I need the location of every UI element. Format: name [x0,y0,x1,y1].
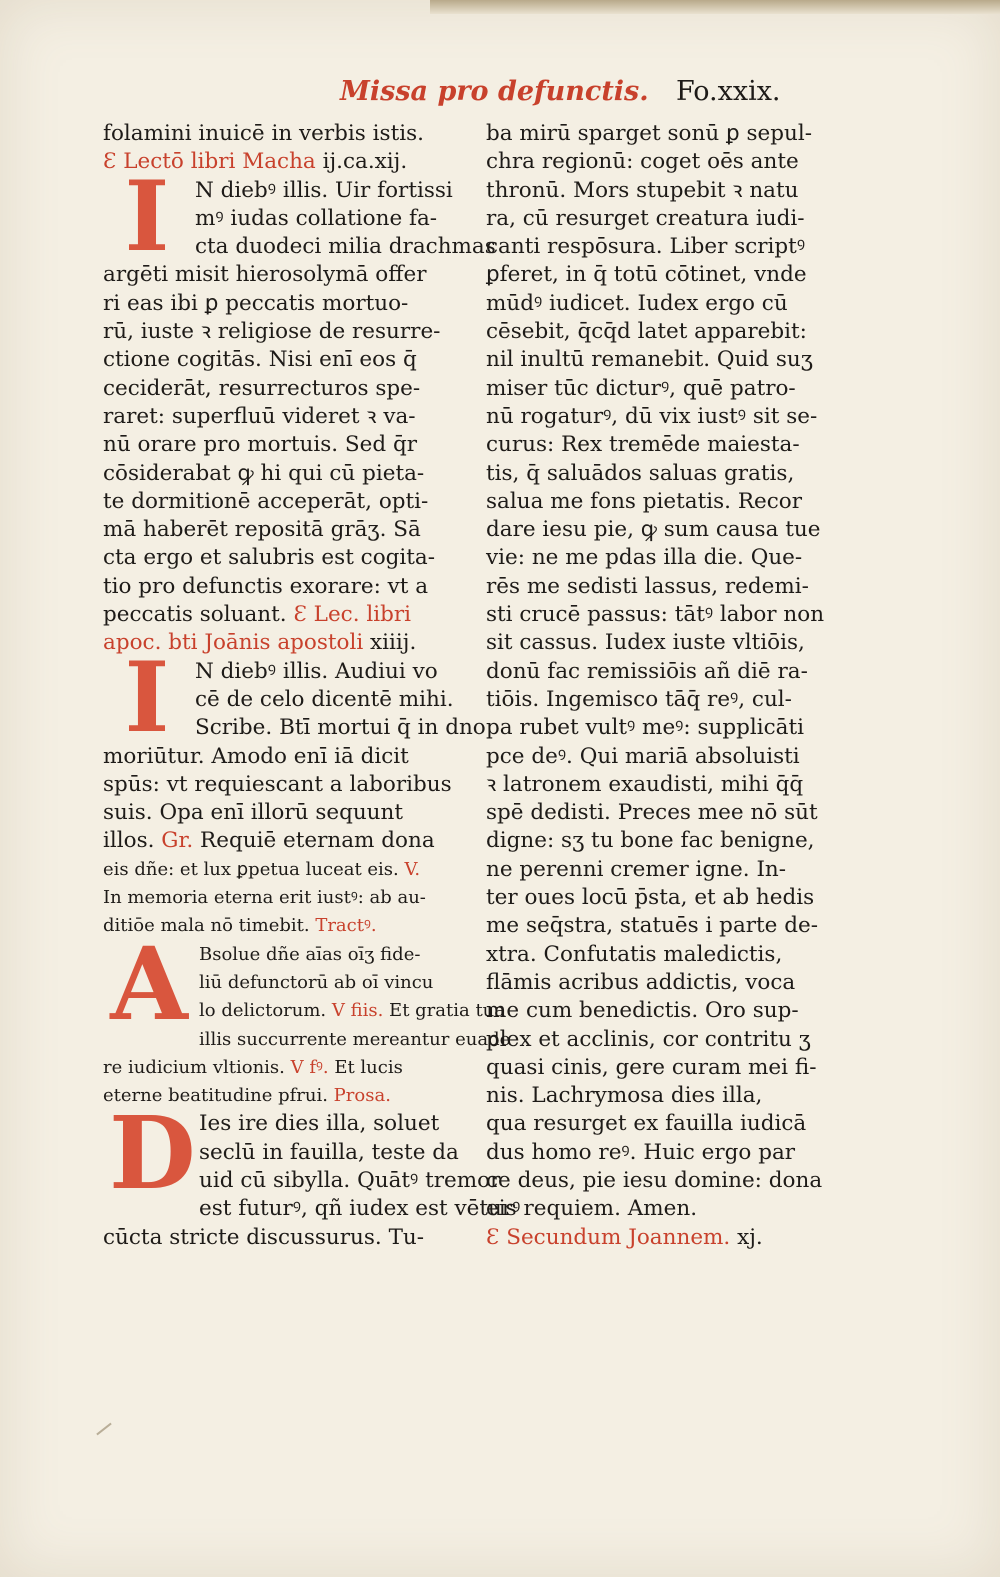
text-line [103,1054,481,1082]
text-line [486,601,864,629]
drop-initial: D [109,1094,196,1213]
body-text: Ies ire dies illa, soluet [199,1111,440,1137]
text-line [103,460,481,488]
text-line [103,261,481,289]
body-text: peccatis soluant. [103,602,294,628]
text-line [486,714,864,742]
text-line [103,403,481,431]
text-line [486,1167,864,1195]
text-line [103,856,481,884]
text-line [486,318,864,346]
text-line [486,233,864,261]
body-text: nū rogaturꝰ, dū vix iustꝰ sit se- [486,403,818,429]
text-line [486,346,864,374]
body-text: te dormitionē acceperāt, opti- [103,488,429,514]
body-text: cta duodeci milia drachmas [195,234,496,260]
page-header [0,72,1000,112]
text-line [486,1224,864,1252]
body-text: ri eas ibi ꝑ peccatis mortuo- [103,290,409,316]
body-text: ꝛ latronem exaudisti, mihi q̄q̄ [486,771,804,797]
rubric-text: V fiis. [331,1000,384,1022]
text-line [103,318,481,346]
body-text: me cum benedictis. Oro sup- [486,998,799,1024]
rubric-text: Gr. [161,828,194,854]
text-line [486,771,864,799]
text-line [486,799,864,827]
drop-initial: A [110,924,188,1043]
text-line [103,516,481,544]
body-text: Scribe. Btī mortui q̄ in dno [195,715,486,741]
body-text: sit cassus. Iudex iuste vltiōis, [486,630,805,656]
text-line [486,941,864,969]
body-text: miser tūc dicturꝰ, quē patro- [486,375,796,401]
text-line [486,884,864,912]
right-text-column [486,120,864,1252]
pen-mark [96,1423,111,1436]
body-text: tis, q̄ saluādos saluas gratis, [486,460,795,486]
text-line [486,488,864,516]
body-text: illos. [103,828,162,854]
text-line [486,120,864,148]
body-text: rēs me sedisti lassus, redemi- [486,573,809,599]
text-line [103,431,481,459]
body-text: cūcta stricte discussurus. Tu- [103,1224,425,1250]
body-text: dus homo reꝰ. Huic ergo par [486,1139,796,1165]
body-text: Bsolue dñe aīas oīʒ fide- [199,943,421,965]
body-text: rū, iuste ꝛ religiose de resurre- [103,319,441,345]
body-text: donū fac remissiōis añ diē ra- [486,658,808,684]
rubric-text: Ɛ Secundum Joannem. [486,1224,731,1250]
text-line [103,771,481,799]
text-line [103,148,481,176]
text-line [103,799,481,827]
text-line [486,1139,864,1167]
running-title: Missa pro defunctis. [340,76,649,107]
text-line [103,743,481,771]
body-text: ceciderāt, resurrecturos spe- [103,375,421,401]
body-text: dare iesu pie, ꝙ sum causa tue [486,517,821,543]
text-line [103,1082,481,1110]
body-text: sti crucē passus: tātꝰ labor non [486,602,825,628]
text-line [486,177,864,205]
body-text: mūdꝰ iudicet. Iudex ergo cū [486,290,788,316]
text-line [486,1195,864,1223]
text-line [486,261,864,289]
text-line [486,1054,864,1082]
text-line [486,290,864,318]
body-text: raret: superfluū videret ꝛ va- [103,403,416,429]
drop-initial: I [124,640,170,754]
body-text: illis succurrente mereantur euade [199,1028,511,1050]
body-text: mꝰ iudas collatione fa- [195,205,438,231]
body-text: Requiē eternam dona [193,828,435,854]
body-text: tio pro defunctis exorare: vt a [103,573,429,599]
body-text: ij.ca.xij. [315,149,408,175]
text-line [103,573,481,601]
text-line [486,856,864,884]
body-text: plex et acclinis, cor contritu ʒ [486,1026,811,1052]
body-text: Et gratia tua [383,1000,506,1022]
body-text: Et lucis [328,1056,403,1078]
body-text: est futurꝰ, qñ iudex est vēturꝰ [199,1196,521,1222]
body-text: pa rubet vultꝰ meꝰ: supplicāti [486,715,804,741]
body-text: curus: Rex tremēde maiesta- [486,432,800,458]
body-text: ce deus, pie iesu domine: dona [486,1167,823,1193]
body-text: eis requiem. Amen. [486,1196,698,1222]
text-line [486,686,864,714]
text-line [486,205,864,233]
body-text: ne perenni cremer igne. In- [486,856,787,882]
text-line [103,601,481,629]
body-text: liū defunctorū ab oī vincu [199,971,434,993]
rubric-text: apoc. bti Joānis apostoli [103,630,364,656]
body-text: cta ergo et salubris est cogita- [103,545,436,571]
body-text: quasi cinis, gere curam mei fi- [486,1054,817,1080]
rubric-text: V. [404,858,421,880]
body-text: argēti misit hierosolymā offer [103,262,427,288]
body-text: me seq̄stra, statuēs i parte de- [486,913,818,939]
body-text: suis. Opa enī illorū sequunt [103,800,404,826]
rubric-text: V fꝰ. [290,1056,329,1078]
body-text: moriūtur. Amodo enī iā dicit [103,743,409,769]
body-text: pce deꝰ. Qui mariā absoluisti [486,743,800,769]
text-line [486,375,864,403]
body-text: tiōis. Ingemisco tāq̄ reꝰ, cul- [486,686,792,712]
body-text: canti respōsura. Liber scriptꝰ [486,234,806,260]
body-text: mā haberēt repositā grāʒ. Sā [103,517,421,543]
body-text: salua me fons pietatis. Recor [486,488,803,514]
rubric-text: Tractꝰ. [315,915,377,937]
text-line [103,488,481,516]
rubric-text: Lectō libri Macha [123,149,316,175]
text-line [486,827,864,855]
body-text: xtra. Confutatis maledictis, [486,941,783,967]
body-text: seclū in fauilla, teste da [199,1139,459,1165]
text-line [486,148,864,176]
body-text: xiiij. [363,630,417,656]
text-line [486,969,864,997]
text-line [486,1026,864,1054]
text-line [486,516,864,544]
text-line [103,375,481,403]
rubric-text: Ɛ [103,149,124,175]
body-text: ꝑferet, in q̄ totū cōtinet, vnde [486,262,807,288]
text-line [486,544,864,572]
body-text: eterne beatitudine pfrui. [103,1085,334,1107]
text-line [103,346,481,374]
text-line [486,1110,864,1138]
text-line [103,120,481,148]
text-line [103,884,481,912]
body-text: spūs: vt requiescant a laboribus [103,771,452,797]
text-line [486,431,864,459]
body-text: re iudicium vltionis. [103,1056,291,1078]
text-line [103,629,481,657]
body-text: ba mirū sparget sonū ꝑ sepul- [486,121,812,146]
body-text: cōsiderabat ꝙ hi qui cū pieta- [103,460,425,486]
drop-initial: I [124,159,170,273]
body-text: vie: ne me pdas illa die. Que- [486,545,803,571]
body-text: N diebꝰ illis. Audiui vo [195,658,438,684]
text-line [486,573,864,601]
body-text: thronū. Mors stupebit ꝛ natu [486,177,799,203]
text-line [486,743,864,771]
body-text: spē dedisti. Preces mee nō sūt [486,800,818,826]
folio-number: Fo.xxix. [676,76,781,107]
body-text: N diebꝰ illis. Uir fortissi [195,177,453,203]
text-line [486,997,864,1025]
text-line [103,827,481,855]
body-text: ra, cū resurget creatura iudi- [486,205,805,231]
body-text: cēsebit, q̄cq̄d latet apparebit: [486,319,807,345]
body-text: nil inultū remanebit. Quid suʒ [486,347,813,373]
body-text: ditiōe mala nō timebit. [103,915,316,937]
body-text: eis dñe: et lux ꝑpetua luceat eis. [103,858,405,880]
body-text: chra regionū: coget oēs ante [486,149,799,175]
text-line [103,1224,481,1252]
body-text: ctione cogitās. Nisi enī eos q̄ [103,347,417,373]
page-top-edge [430,0,1000,14]
text-line [486,460,864,488]
text-line [103,912,481,940]
rubric-text: Ɛ Lec. libri [293,602,412,628]
text-line [486,912,864,940]
body-text: nis. Lachrymosa dies illa, [486,1083,763,1109]
body-text: ter oues locū p̄sta, et ab hedis [486,885,815,911]
body-text: flāmis acribus addictis, voca [486,969,796,995]
body-text: folamini inuicē in verbis istis. [103,121,424,146]
left-text-column [103,120,521,1252]
body-text: xj. [730,1224,763,1250]
rubric-text: Prosa. [333,1085,391,1107]
body-text: nū orare pro mortuis. Sed q̄r [103,432,417,458]
body-text: lo delictorum. [199,1000,332,1022]
text-line [486,629,864,657]
text-line [486,403,864,431]
text-line [103,290,481,318]
body-text: uid cū sibylla. Quātꝰ tremor [199,1167,501,1193]
text-line [486,658,864,686]
body-text: cē de celo dicentē mihi. [195,686,454,712]
text-line [103,544,481,572]
body-text: qua resurget ex fauilla iudicā [486,1111,807,1137]
text-line [486,1082,864,1110]
body-text: digne: sʒ tu bone fac benigne, [486,828,815,854]
body-text: In memoria eterna erit iustꝰ: ab au- [103,887,426,909]
